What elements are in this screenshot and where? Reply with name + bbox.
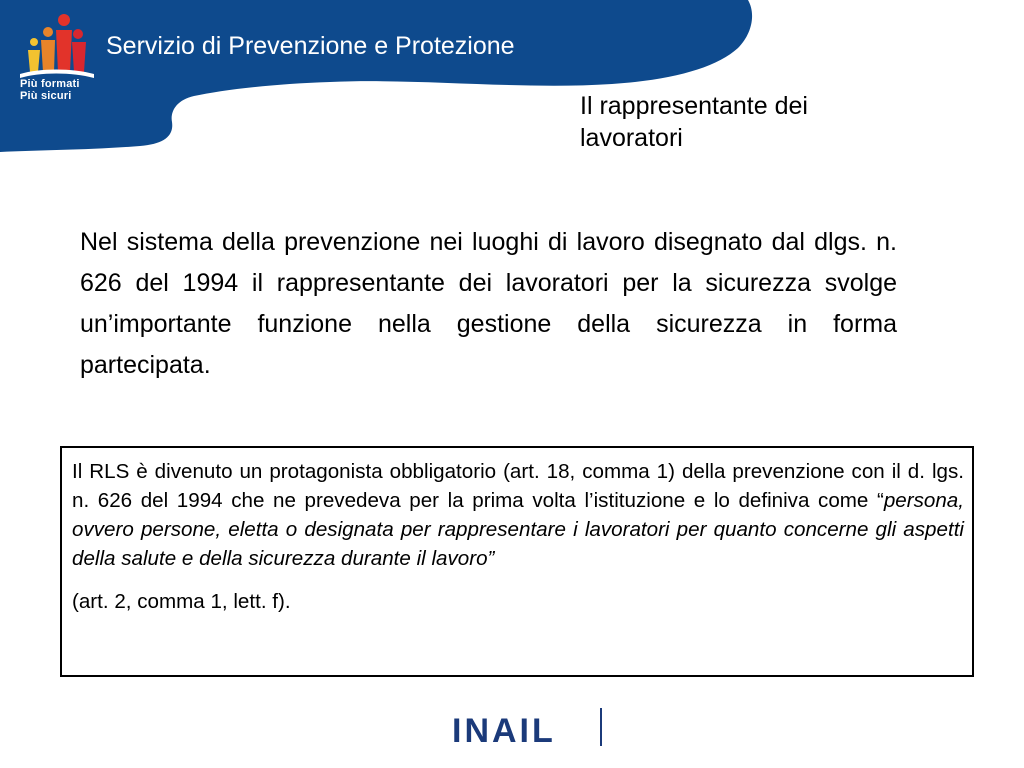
inail-logo-divider xyxy=(600,708,602,746)
info-box-paragraph xyxy=(72,457,964,573)
header-title: Servizio di Prevenzione e Protezione xyxy=(106,32,515,60)
slide-subtitle: Il rappresentante dei lavoratori xyxy=(580,92,808,152)
inail-logo-text: INAIL xyxy=(452,712,556,750)
info-box-reference: (art. 2, comma 1, lett. f). xyxy=(72,590,291,613)
logo-line-1: Più formati xyxy=(20,78,80,90)
logo-text xyxy=(20,78,80,102)
inail-logo xyxy=(450,706,606,750)
info-box-quote: persona, ovvero persone, eletta o designata per rappresentare i lavoratori per quanto concerne gli aspetti della salute e della sicurezza durante il lavoro” xyxy=(72,489,964,570)
info-box-text: Il RLS è divenuto un protagonista obbligatorio (art. 18, comma 1) della prevenzione con il d. lgs. n. 626 del 1994 che ne prevedeva per la prima volta l’istituzione e lo definiva come “ xyxy=(72,460,964,512)
logo-line-2: Più sicuri xyxy=(20,90,72,102)
info-box xyxy=(60,446,974,677)
intro-paragraph: Nel sistema della prevenzione nei luoghi di lavoro disegnato dal dlgs. n. 626 del 1994 il rappresentante dei lavoratori per la sicurezza svolge un’importante funzione nella gestione della sicurezza in forma partecipata. xyxy=(80,228,897,379)
